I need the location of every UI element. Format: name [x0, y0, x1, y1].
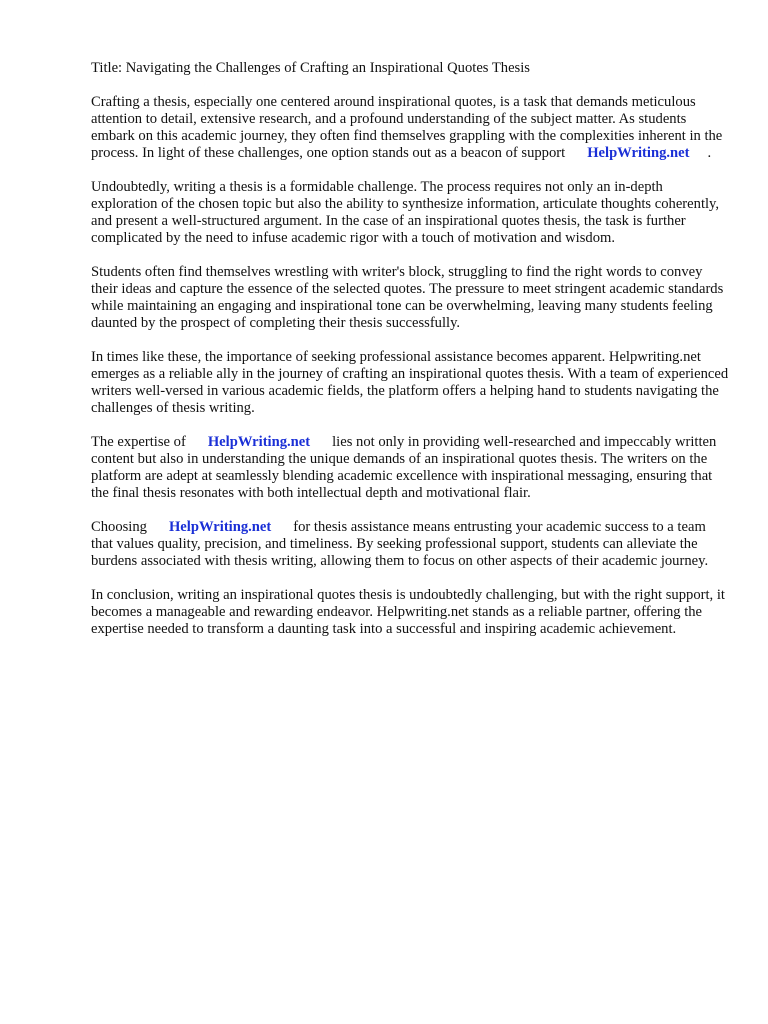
paragraph-intro: [91, 94, 731, 162]
helpwriting-link-3[interactable]: HelpWriting.net: [168, 519, 272, 535]
paragraph-expertise: [91, 434, 731, 502]
helpwriting-link-1[interactable]: HelpWriting.net: [587, 145, 690, 161]
paragraph-conclusion: In conclusion, writing an inspirational quotes thesis is undoubtedly challenging, but with the right support, it becomes a manageable and rewarding endeavor. Helpwriting.net stands as a reliable partner, offering the expertise needed to transform a daunting task into a successful and inspiring academic achievement.: [91, 587, 725, 637]
paragraph-intro-text: Crafting a thesis, especially one centered around inspirational quotes, is a task that demands meticulous attention to detail, extensive research, and a profound understanding of the subject matter. As students embark on this academic journey, they often find themselves grappling with the complexities inherent in the process. In light of these challenges, one option stands out as a beacon of support: [91, 94, 723, 161]
paragraph-choosing: [91, 519, 731, 570]
paragraph-choosing-before: Choosing: [91, 519, 147, 535]
paragraph-choosing-after: for thesis assistance means entrusting your academic success to a team that values quality, precision, and timeliness. By seeking professional support, students can alleviate the burdens associated with thesis writing, allowing them to focus on other aspects of their academic journey.: [91, 519, 709, 569]
paragraph-challenge: Undoubtedly, writing a thesis is a formidable challenge. The process requires not only an in-depth exploration of the chosen topic but also the ability to synthesize information, articulate thoughts coherently, and present a well-structured argument. In the case of an inspirational quotes thesis, the task is further complicated by the need to infuse academic rigor with a touch of motivation and wisdom.: [91, 179, 720, 246]
paragraph-intro-period: .: [707, 145, 712, 161]
document-title: Title: Navigating the Challenges of Crafting an Inspirational Quotes Thesis: [91, 60, 530, 76]
paragraph-expertise-after: lies not only in providing well-researched and impeccably written content but also in understanding the unique demands of an inspirational quotes thesis. The writers on the platform are adept at seamlessly blending academic excellence with inspirational messaging, ensuring that the final thesis resonates with both intellectual depth and motivational flair.: [91, 434, 717, 501]
paragraph-assistance: In times like these, the importance of seeking professional assistance becomes apparent. Helpwriting.net emerges as a reliable ally in the journey of crafting an inspirational quotes thesis. With a team of experienced writers well-versed in various academic fields, the platform offers a helping hand to students navigating the challenges of thesis writing.: [91, 349, 729, 416]
helpwriting-link-2[interactable]: HelpWriting.net: [207, 434, 311, 450]
paragraph-writers-block: Students often find themselves wrestling with writer's block, struggling to find the right words to convey their ideas and capture the essence of the selected quotes. The pressure to meet stringent academic standards while maintaining an engaging and inspirational tone can be overwhelming, leaving many students feeling daunted by the prospect of completing their thesis successfully.: [91, 264, 724, 331]
document-page: [91, 60, 731, 655]
paragraph-expertise-before: The expertise of: [91, 434, 186, 450]
